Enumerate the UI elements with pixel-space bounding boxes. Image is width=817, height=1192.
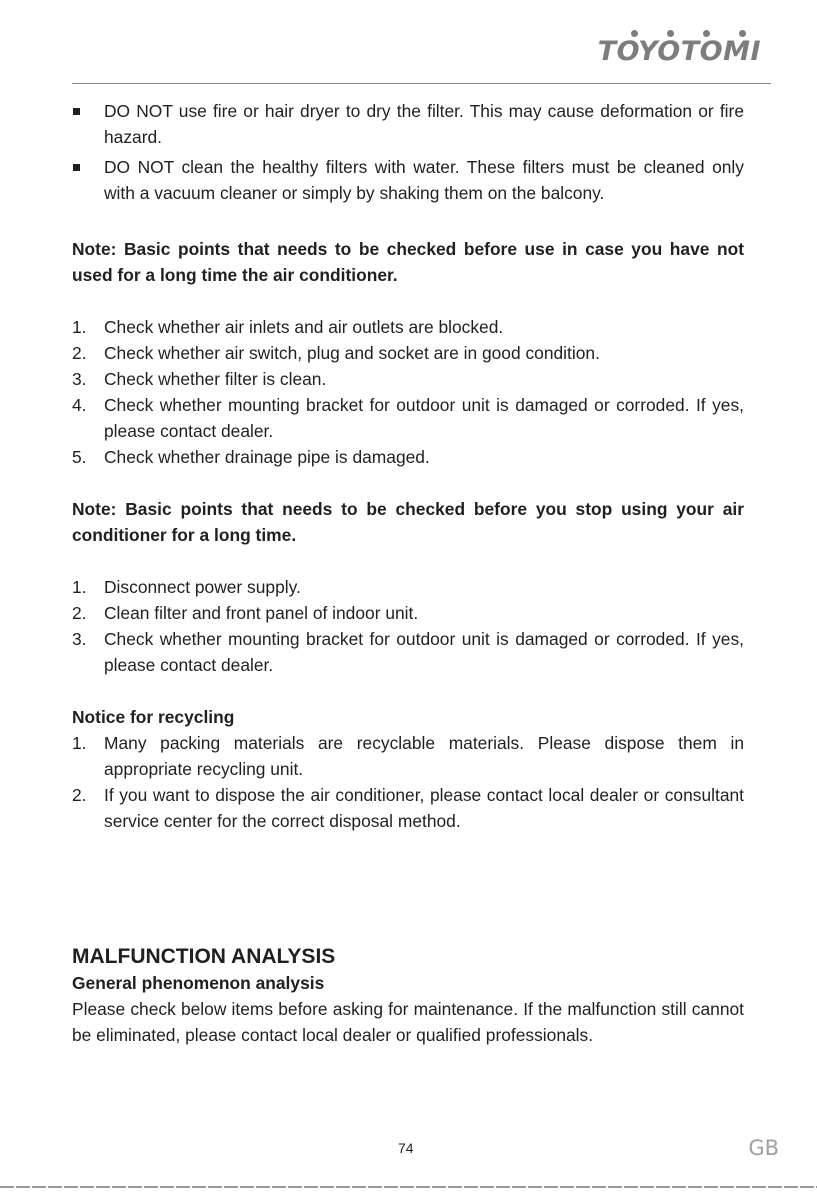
list-item	[72, 366, 744, 392]
square-bullet-icon	[73, 108, 80, 115]
language-code: GB	[748, 1136, 779, 1160]
list-item	[72, 392, 744, 444]
list-text: If you want to dispose the air conditioner, please contact local dealer or consultant service center for the correct disposal method.	[104, 785, 744, 831]
brand-logo	[597, 24, 761, 68]
list-number: 1.	[72, 317, 87, 337]
list-text: Many packing materials are recyclable materials. Please dispose them in appropriate recycling unit.	[104, 733, 744, 779]
page-number: 74	[398, 1140, 414, 1156]
caution-item	[72, 98, 744, 150]
section-heading: MALFUNCTION ANALYSIS	[72, 945, 336, 968]
square-bullet-icon	[73, 164, 80, 171]
list-text: Check whether mounting bracket for outdoor unit is damaged or corroded. If yes, please contact dealer.	[104, 395, 744, 441]
list-number: 1.	[72, 733, 87, 753]
note-stop-using-title: Note: Basic points that needs to be checked before you stop using your air conditioner for a long time.	[72, 499, 744, 545]
list-number: 2.	[72, 785, 87, 805]
stop-using-list	[72, 574, 744, 678]
list-item	[72, 340, 744, 366]
list-text: Check whether air switch, plug and socket are in good condition.	[104, 343, 600, 363]
list-number: 2.	[72, 603, 87, 623]
logo-wordmark: TOYOTOMI	[597, 36, 761, 67]
caution-text: DO NOT clean the healthy filters with water. These filters must be cleaned only with a vacuum cleaner or simply by shaking them on the balcony.	[104, 157, 744, 203]
section-subheading: General phenomenon analysis	[72, 973, 325, 993]
list-item	[72, 626, 744, 678]
list-number: 3.	[72, 369, 87, 389]
caution-text: DO NOT use fire or hair dryer to dry the filter. This may cause deformation or fire hazard.	[104, 101, 744, 147]
scan-edge-strip	[0, 1186, 817, 1188]
list-item	[72, 444, 744, 470]
list-text: Check whether mounting bracket for outdoor unit is damaged or corroded. If yes, please contact dealer.	[104, 629, 744, 675]
before-use-list	[72, 314, 744, 470]
list-item	[72, 782, 744, 834]
recycling-title: Notice for recycling	[72, 707, 235, 727]
caution-item	[72, 154, 744, 206]
list-number: 2.	[72, 343, 87, 363]
list-text: Check whether drainage pipe is damaged.	[104, 447, 430, 467]
list-text: Check whether air inlets and air outlets are blocked.	[104, 317, 504, 337]
list-text: Check whether filter is clean.	[104, 369, 327, 389]
list-item	[72, 600, 744, 626]
list-item	[72, 314, 744, 340]
list-text: Clean filter and front panel of indoor unit.	[104, 603, 419, 623]
list-item	[72, 730, 744, 782]
list-number: 3.	[72, 629, 87, 649]
list-number: 1.	[72, 577, 87, 597]
list-number: 4.	[72, 395, 87, 415]
section-paragraph: Please check below items before asking for maintenance. If the malfunction still cannot be eliminated, please contact local dealer or qualified professionals.	[72, 999, 744, 1045]
list-item	[72, 574, 744, 600]
page-content	[72, 98, 744, 1048]
list-number: 5.	[72, 447, 87, 467]
note-before-use-title: Note: Basic points that needs to be checked before use in case you have not used for a long time the air conditioner.	[72, 239, 744, 285]
recycling-list	[72, 730, 744, 834]
header-rule	[72, 83, 771, 84]
list-text: Disconnect power supply.	[104, 577, 301, 597]
